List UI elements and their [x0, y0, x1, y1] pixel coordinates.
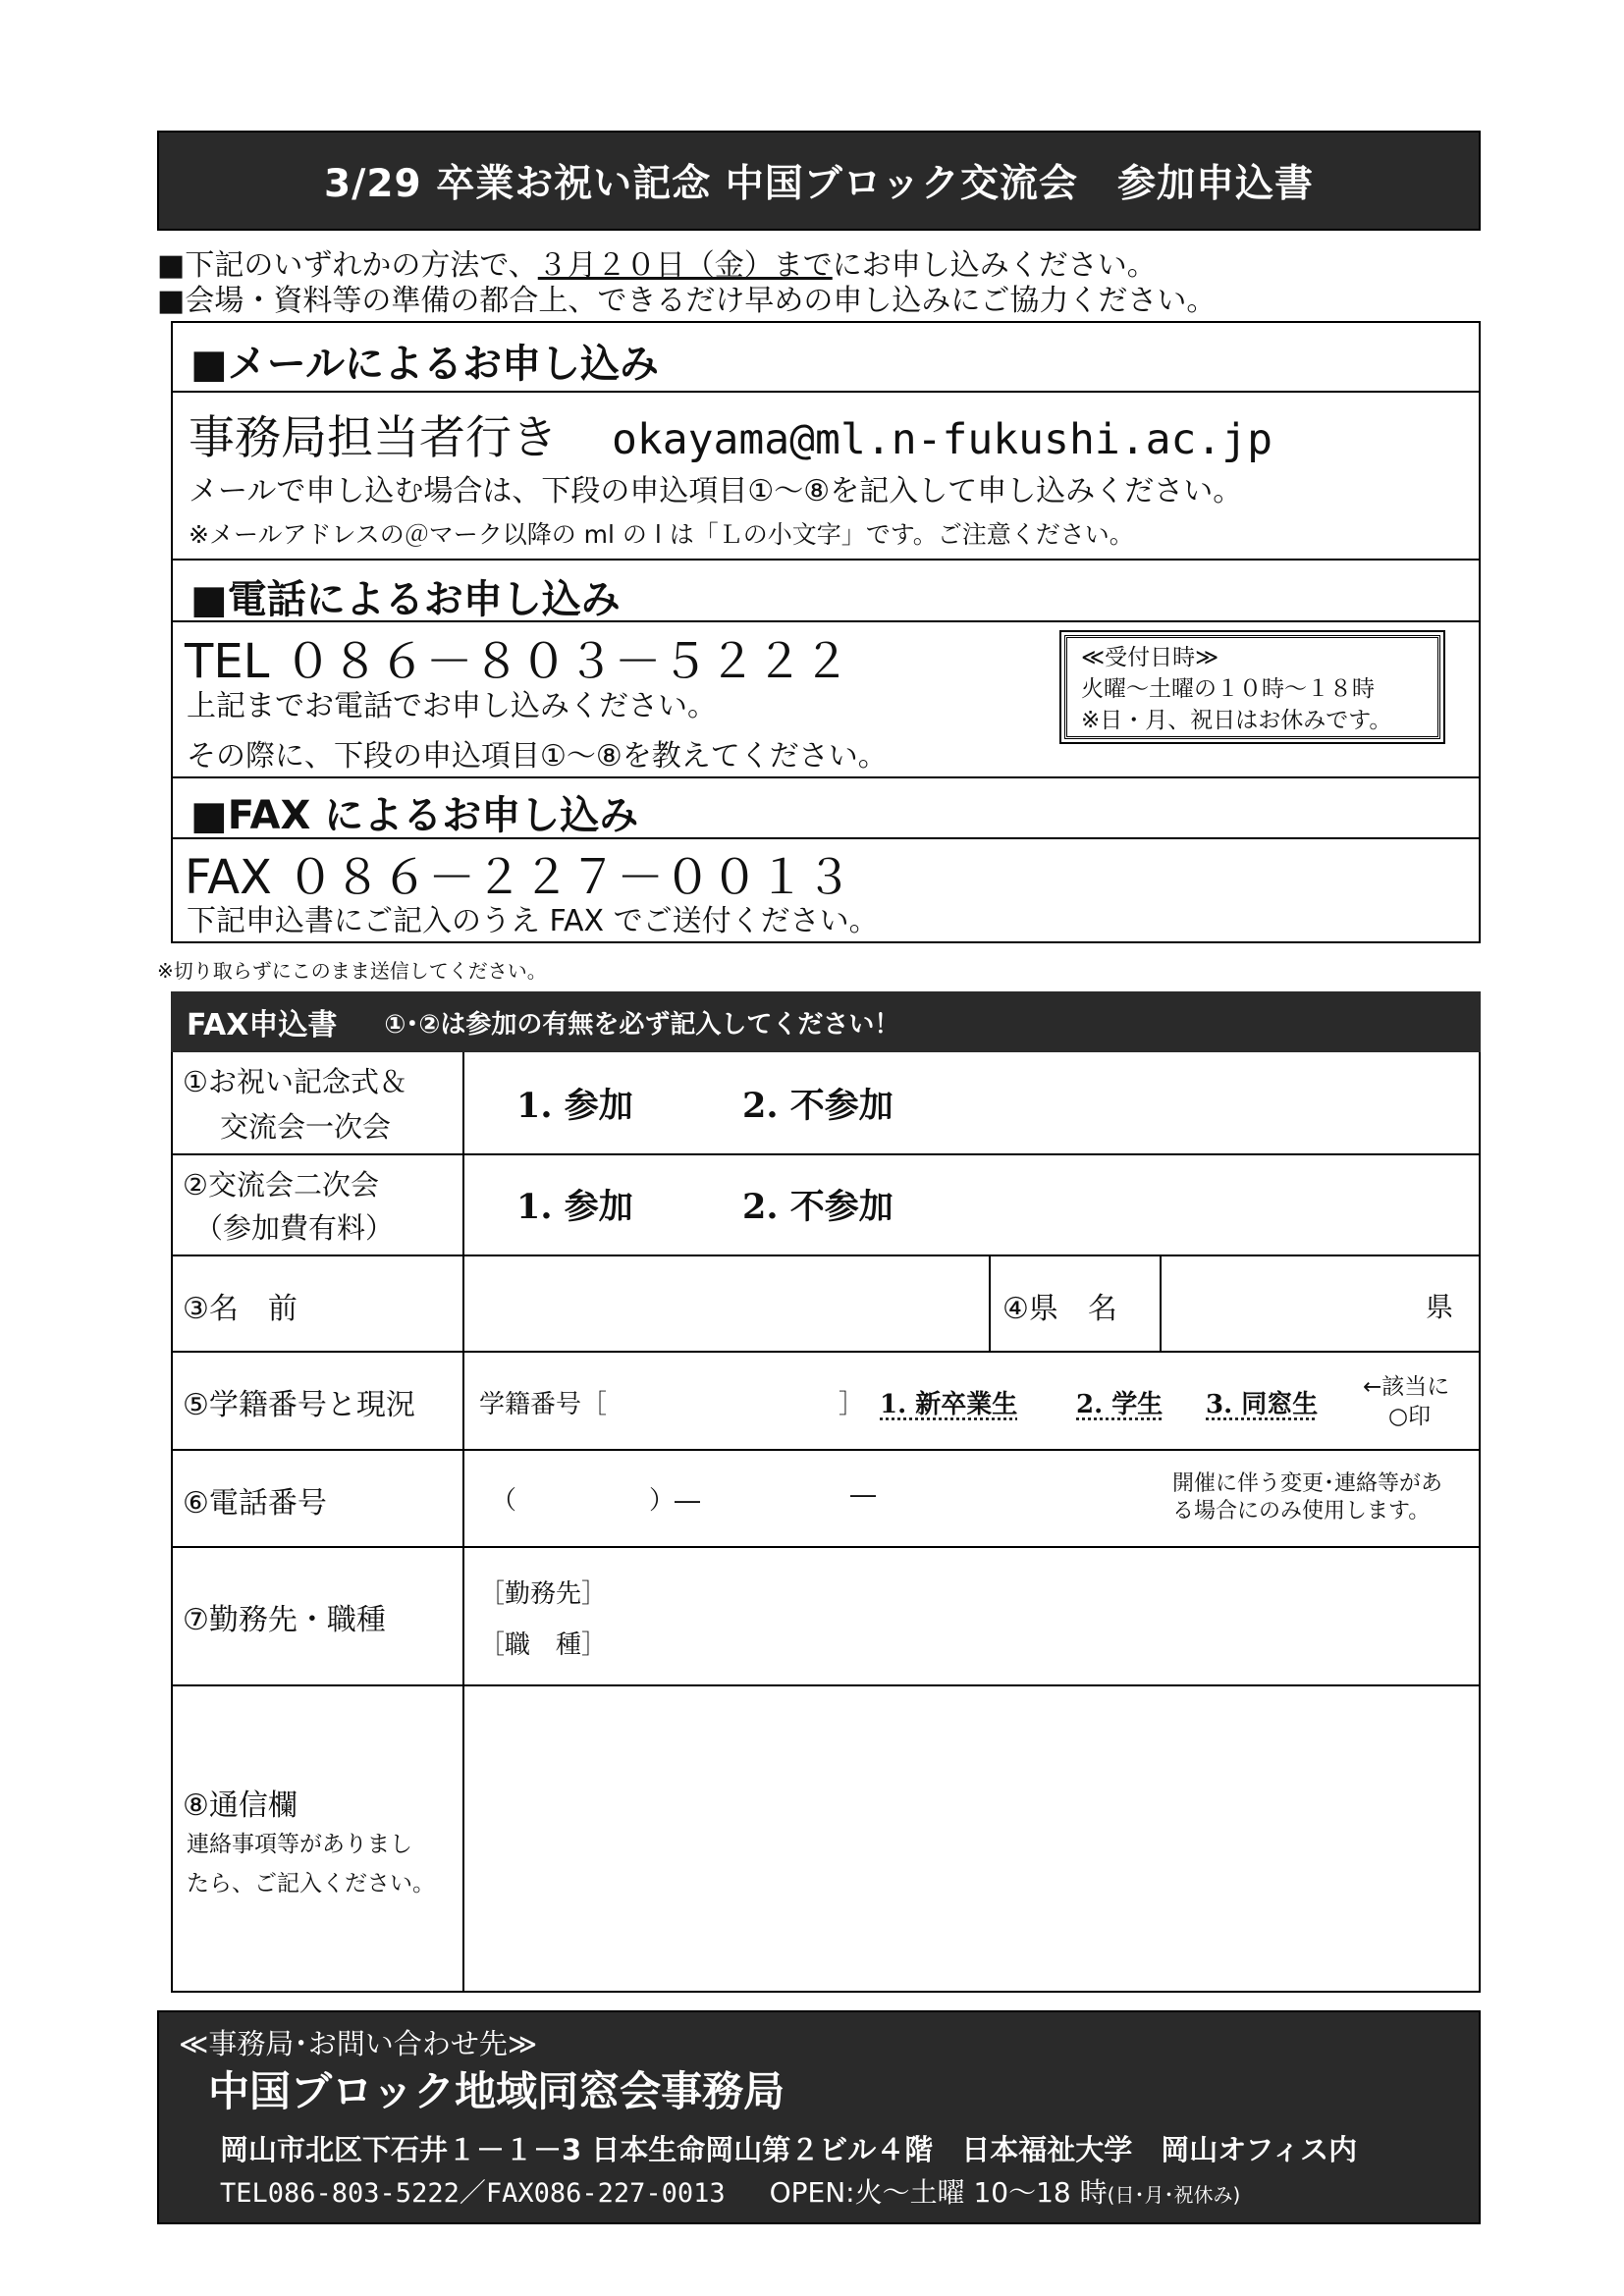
deadline-notice-pre: ■下記のいずれかの方法で、 — [157, 248, 538, 283]
contact-heading: ≪事務局･お問い合わせ先≫ — [179, 2027, 538, 2060]
form-row-student-status — [173, 1351, 1479, 1451]
fax-form-table — [171, 1052, 1481, 1993]
form-row-afterparty — [173, 1153, 1479, 1256]
reception-hours-title: ≪受付日時≫ — [1081, 645, 1219, 670]
ceremony-label — [173, 1052, 464, 1153]
reception-hours-box — [1064, 635, 1440, 739]
reception-hours-line1: 火曜～土曜の１０時～１８時 — [1081, 676, 1375, 702]
phone-line2: その際に、下段の申込項目①～⑧を教えてください。 — [187, 739, 888, 774]
fax-form-title: FAX申込書 — [187, 1008, 338, 1042]
workplace-field[interactable] — [605, 1564, 1469, 1609]
fax-form-header — [171, 991, 1481, 1052]
prefecture-label-cell — [989, 1255, 1162, 1351]
status-option-student[interactable]: 2. 学生 — [1076, 1390, 1164, 1419]
phone-paren-close: ）― — [649, 1486, 701, 1516]
workplace-label-cell — [173, 1546, 464, 1684]
message-note-line1: 連絡事項等がありまし — [187, 1832, 412, 1857]
ceremony-option-attend[interactable]: 1. 参加 — [516, 1086, 633, 1126]
phone-heading: ■電話によるお申し込み — [190, 577, 621, 622]
form-row-workplace — [173, 1546, 1479, 1686]
status-hint-line2: ○印 — [1388, 1404, 1432, 1429]
phone-usage-note-line2: る場合にのみ使用します。 — [1172, 1499, 1431, 1523]
cut-note: ※切り取らずにこのまま送信してください。 — [157, 959, 547, 983]
application-methods — [171, 321, 1481, 943]
prefecture-label: ④県 名 — [1002, 1292, 1117, 1326]
phone-number: TEL ０８６－８０３－５２２２ — [185, 634, 850, 689]
deadline-notice-post: にお申し込みください。 — [832, 248, 1157, 283]
status-hint-line1: ←該当に — [1363, 1374, 1450, 1400]
office-open-hours: OPEN:火～土曜 10～18 時 — [769, 2176, 1108, 2209]
phone-paren-open: （ — [491, 1486, 517, 1516]
form-row-ceremony — [173, 1052, 1479, 1155]
student-number-label: 学籍番号［ — [479, 1390, 608, 1419]
form-row-name — [173, 1255, 1479, 1353]
ceremony-label-line2: 交流会一次会 — [220, 1110, 392, 1144]
job-field[interactable] — [605, 1615, 1469, 1660]
office-name: 中国ブロック地域同窓会事務局 — [208, 2067, 785, 2115]
afterparty-option-attend[interactable]: 1. 参加 — [516, 1187, 633, 1227]
message-label: ⑧通信欄 — [183, 1789, 298, 1823]
message-field[interactable] — [464, 1684, 1481, 1989]
afterparty-label-line2: （参加費有料） — [194, 1211, 395, 1245]
mail-heading: ■メールによるお申し込み — [190, 342, 659, 387]
reception-hours-line2: ※日・月、祝日はお休みです。 — [1081, 708, 1392, 733]
afterparty-label — [173, 1153, 464, 1255]
status-option-alumni[interactable]: 3. 同窓生 — [1206, 1390, 1319, 1419]
mail-note: ※メールアドレスの＠マーク以降の ml の l は「Ｌの小文字」です。ご注意ください。 — [189, 520, 1134, 549]
page-title: 3/29 卒業お祝い記念 中国ブロック交流会 参加申込書 — [157, 131, 1481, 231]
phone-usage-note-line1: 開催に伴う変更･連絡等があ — [1172, 1471, 1443, 1496]
form-row-message — [173, 1684, 1479, 1991]
student-status-label-cell — [173, 1351, 464, 1449]
ceremony-label-line1: ①お祝い記念式＆ — [183, 1065, 407, 1098]
office-closed-days: (日･月･祝休み) — [1107, 2183, 1241, 2207]
office-tel-fax: TEL086-803-5222／FAX086-227-0013 — [220, 2178, 726, 2209]
mail-recipient: 事務局担当者行き — [189, 411, 558, 465]
workplace-field-label: ［勤務先］ — [479, 1579, 608, 1609]
office-contact-line — [220, 2171, 1240, 2211]
phone-label-cell — [173, 1449, 464, 1546]
student-status-label: ⑤学籍番号と現況 — [183, 1388, 415, 1422]
workplace-label: ⑦勤務先・職種 — [183, 1603, 386, 1637]
fax-number: FAX ０８６－２２７－００１３ — [185, 850, 853, 905]
afterparty-label-line1: ②交流会二次会 — [183, 1168, 379, 1201]
fax-instruction: 下記申込書にご記入のうえ FAX でご送付ください。 — [187, 904, 879, 938]
phone-number-field[interactable] — [477, 1468, 998, 1523]
fax-heading: ■FAX によるお申し込み — [190, 793, 639, 838]
mail-instruction: メールで申し込む場合は、下段の申込項目①～⑧を記入して申し込みください。 — [189, 474, 1243, 508]
phone-label: ⑥電話番号 — [183, 1486, 327, 1521]
fax-form-note: ①･②は参加の有無を必ず記入してください！ — [384, 1009, 900, 1040]
deadline-notice — [157, 248, 1157, 284]
name-label: ③名 前 — [183, 1292, 298, 1326]
status-option-new-graduate[interactable]: 1. 新卒業生 — [880, 1390, 1018, 1419]
message-note-line2: たら、ご記入ください。 — [187, 1871, 435, 1896]
form-row-phone — [173, 1449, 1479, 1548]
office-address: 岡山市北区下石井１－１－3 日本生命岡山第２ビル４階 日本福祉大学 岡山オフィス内 — [220, 2133, 1358, 2166]
student-number-field[interactable] — [634, 1374, 840, 1423]
prefecture-suffix: 県 — [1425, 1291, 1453, 1323]
mail-recipient-line — [189, 401, 1272, 467]
prefecture-field[interactable] — [1164, 1255, 1481, 1349]
phone-line1: 上記までお電話でお申し込みください。 — [187, 689, 717, 723]
job-field-label: ［職 種］ — [479, 1630, 608, 1660]
afterparty-option-absent[interactable]: 2. 不参加 — [742, 1187, 893, 1227]
name-label-cell — [173, 1255, 464, 1351]
student-number-close: ］ — [839, 1390, 865, 1419]
deadline-date: ３月２０日（金）まで — [537, 248, 833, 283]
name-field[interactable] — [464, 1255, 989, 1349]
mail-address[interactable]: okayama@ml.n-fukushi.ac.jp — [611, 415, 1273, 464]
ceremony-option-absent[interactable]: 2. 不参加 — [742, 1086, 893, 1126]
contact-footer — [157, 2010, 1481, 2224]
phone-dash: ― — [850, 1480, 876, 1510]
early-notice: ■会場・資料等の準備の都合上、できるだけ早めの申し込みにご協力ください。 — [157, 284, 1217, 318]
message-label-cell — [173, 1684, 464, 1991]
